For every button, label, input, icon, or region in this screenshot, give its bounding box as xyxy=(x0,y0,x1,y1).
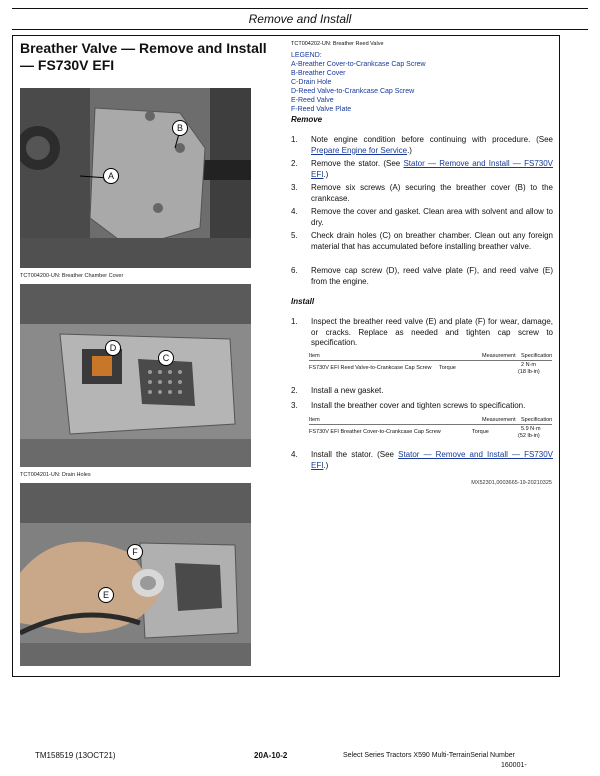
link-stator-remove-install[interactable]: Stator — Remove and Install — FS730V EFI xyxy=(311,450,553,470)
document-code: MX52301,0003665-19-20210325 xyxy=(471,480,552,486)
figure-caption-1: TCT004200-UN: Breather Chamber Cover xyxy=(20,273,124,279)
remove-heading: Remove xyxy=(291,115,323,124)
figure-caption-2: TCT004201-UN: Drain Holes xyxy=(20,472,91,478)
callout-f: F xyxy=(127,544,143,560)
callout-e: E xyxy=(98,587,114,603)
legend-item: A-Breather Cover-to-Crankcase Cap Screw xyxy=(291,61,426,68)
legend-figure-ref: TCT004202-UN: Breather Reed Valve xyxy=(291,41,384,47)
photo-breather-reed-valve xyxy=(20,483,251,666)
link-stator-remove-install[interactable]: Stator — Remove and Install — FS730V EFI xyxy=(311,159,553,179)
link-prepare-engine[interactable]: Prepare Engine for Service xyxy=(311,145,408,155)
section-title: Remove and Install xyxy=(248,12,352,26)
install-step-3: 3. Install the breather cover and tighten screws to specification. xyxy=(291,401,526,410)
spec-table-breather-cover: Item Measurement Specification FS730V EFI Breather Cover-to-Crankcase Cap Screw Torque 5.9 N·m (52 lb-in) xyxy=(309,417,553,439)
callout-c: C xyxy=(158,350,174,366)
spec-table-reed-valve: Item Measurement Specification FS730V EFI Reed Valve-to-Crankcase Cap Screw Torque 2 N·m (18 lb-in) xyxy=(309,353,553,375)
legend-item: E-Reed Valve xyxy=(291,97,334,104)
remove-step-3: 3. Remove six screws (A) securing the breather cover (B) to the crankcase. xyxy=(291,183,553,203)
page-title: Breather Valve — Remove and Install — FS730V EFI xyxy=(20,40,267,73)
callout-d: D xyxy=(105,340,121,356)
install-step-4: 4. Install the stator. (See Stator — Remove and Install — FS730V EFI.) xyxy=(291,450,553,470)
footer-page-number: 20A-10-2 xyxy=(254,751,288,760)
callout-b: B xyxy=(172,120,188,136)
legend-item: C-Drain Hole xyxy=(291,79,332,86)
spec-value-imperial: (18 lb-in) xyxy=(518,369,540,375)
legend-item: F-Reed Valve Plate xyxy=(291,106,352,113)
remove-step-6: 6. Remove cap screw (D), reed valve plate (F), and reed valve (E) from the engine. xyxy=(291,266,553,286)
footer-model: Select Series Tractors X590 Multi-TerrainSerial Number 160001- xyxy=(343,752,527,769)
remove-step-1: 1. Note engine condition before continuing with procedure. (See Prepare Engine for Service.) xyxy=(291,135,553,155)
legend-item: D-Reed Valve-to-Crankcase Cap Screw xyxy=(291,88,415,95)
install-step-2: 2. Install a new gasket. xyxy=(291,386,384,395)
legend-item: B-Breather Cover xyxy=(291,70,346,77)
spec-item: FS730V EFI Breather Cover-to-Crankcase Cap Screw xyxy=(309,429,441,435)
spec-measurement: Torque xyxy=(439,365,456,371)
spec-measurement: Torque xyxy=(472,429,489,435)
install-step-1: 1. Inspect the breather reed valve (E) and plate (F) for wear, damage, or cracks. Replace as needed and tighten cap screw to specification. xyxy=(291,317,553,347)
legend xyxy=(291,51,553,114)
spec-item: FS730V EFI Reed Valve-to-Crankcase Cap Screw xyxy=(309,365,432,371)
page-header xyxy=(12,8,588,30)
footer-manual-id: TM158519 (13OCT21) xyxy=(35,751,116,760)
photo-drain-holes xyxy=(20,284,251,467)
remove-step-2: 2. Remove the stator. (See Stator — Remove and Install — FS730V EFI.) xyxy=(291,159,553,179)
spec-value: 5.9 N·m xyxy=(521,426,541,432)
callout-a: A xyxy=(103,168,119,184)
legend-title: LEGEND: xyxy=(291,52,322,59)
remove-step-5: 5. Check drain holes (C) on breather chamber. Clean out any foreign material that has accumulated before installing breather valve. xyxy=(291,231,553,251)
spec-value-imperial: (52 lb-in) xyxy=(518,433,540,439)
remove-step-4: 4. Remove the cover and gasket. Clean area with solvent and allow to dry. xyxy=(291,207,553,227)
spec-value: 2 N·m xyxy=(521,362,536,368)
install-heading: Install xyxy=(291,297,315,306)
photo-breather-chamber-cover xyxy=(20,88,251,268)
